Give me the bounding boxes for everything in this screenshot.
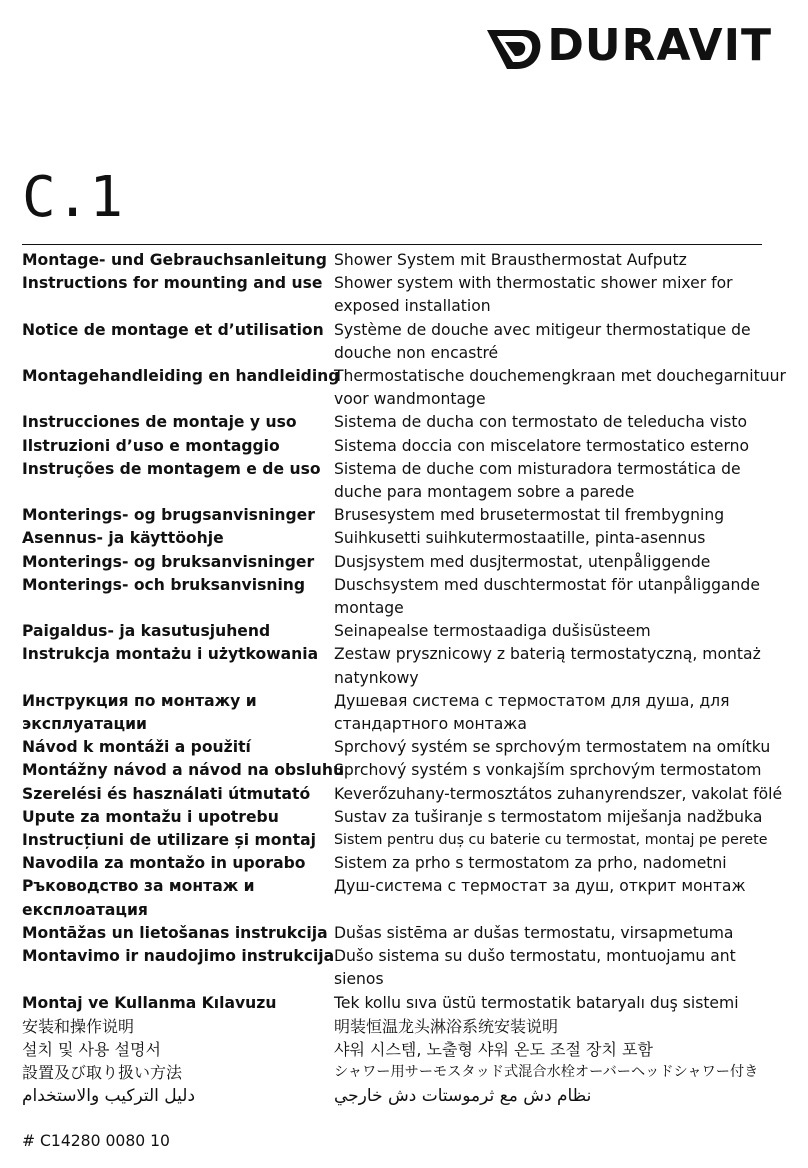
product-description: Sustav za tuširanje s termostatom miješanja nadžbuka xyxy=(334,807,763,826)
table-row xyxy=(22,992,792,1015)
article-number: # C14280 0080 10 xyxy=(22,1132,170,1150)
brand-logo xyxy=(485,22,772,70)
table-row xyxy=(22,922,792,945)
table-row xyxy=(22,690,792,736)
manual-title: Návod k montáži a použití xyxy=(22,738,251,757)
product-description: Duschsystem med duschtermostat för utanpåliggande montage xyxy=(334,575,760,618)
table-row xyxy=(22,806,792,829)
table-row xyxy=(22,1015,792,1038)
product-description: Душ-система с термостат за душ, открит монтаж xyxy=(334,877,746,896)
manual-title: 설치 및 사용 설명서 xyxy=(22,1039,161,1059)
manual-title: Montage- und Gebrauchsanleitung xyxy=(22,251,327,269)
table-row xyxy=(22,620,792,643)
product-description: Sprchový systém se sprchovým termostatem na omítku xyxy=(334,738,771,757)
manual-title: Instruções de montagem e de uso xyxy=(22,459,321,478)
table-row xyxy=(22,527,792,550)
product-description: Tek kollu sıva üstü termostatik bataryalı duş sistemi xyxy=(334,993,739,1012)
table-row xyxy=(22,458,792,504)
table-row xyxy=(22,319,792,365)
table-row xyxy=(22,783,792,806)
table-row xyxy=(22,411,792,434)
table-row xyxy=(22,736,792,759)
language-table xyxy=(22,249,792,1108)
manual-title: دليل التركيب والاستخدام xyxy=(22,1086,196,1107)
manual-title: Инструкция по монтажу и эксплуатации xyxy=(22,691,257,734)
product-description: Sistema de ducha con termostato de teleducha visto xyxy=(334,413,748,432)
duravit-bird-icon xyxy=(485,22,543,70)
manual-title: Instrukcja montażu i użytkowania xyxy=(22,645,319,664)
table-row xyxy=(22,1084,792,1108)
manual-title: Monterings- og brugsanvisninger xyxy=(22,506,315,525)
table-row xyxy=(22,643,792,689)
manual-title: 安装和操作说明 xyxy=(22,1016,135,1036)
manual-title: 設置及び取り扱い方法 xyxy=(22,1063,183,1083)
product-description: Dusjsystem med dusjtermostat, utenpåliggende xyxy=(334,552,711,571)
product-description: シャワー用サーモスタッド式混合水栓オーバーヘッドシャワー付き xyxy=(334,1064,759,1081)
manual-title: Szerelési és használati útmutató xyxy=(22,784,311,803)
product-description: Suihkusetti suihkutermostaatille, pinta-asennus xyxy=(334,529,706,548)
table-row xyxy=(22,852,792,875)
product-description: Sistema de duche com misturadora termostática de duche para montagem sobre a parede xyxy=(334,459,741,502)
manual-title: Montážny návod a návod na obsluhu xyxy=(22,761,345,780)
manual-title: Montaj ve Kullanma Kılavuzu xyxy=(22,993,277,1012)
product-description: نظام دش مع ثرموستات دش خارجي xyxy=(334,1086,592,1107)
manual-title: Montavimo ir naudojimo instrukcija xyxy=(22,947,335,966)
table-row xyxy=(22,829,792,852)
product-description: Seinapealse termostaadiga dušisüsteem xyxy=(334,622,651,641)
table-row xyxy=(22,759,792,782)
product-description: 샤워 시스템, 노출형 샤워 온도 조절 장치 포함 xyxy=(334,1039,653,1059)
brand-name: DURAVIT xyxy=(547,20,772,71)
manual-title: Instrucciones de montaje y uso xyxy=(22,413,297,432)
manual-title: Montagehandleiding en handleiding xyxy=(22,367,340,386)
product-description: Shower System mit Brausthermostat Aufputz xyxy=(334,251,687,269)
manual-title: Instrucțiuni de utilizare și montaj xyxy=(22,831,316,850)
product-description: Shower system with thermostatic shower mixer for exposed installation xyxy=(334,274,733,316)
product-description: Dušas sistēma ar dušas termostatu, virsapmetuma xyxy=(334,923,734,942)
table-row xyxy=(22,504,792,527)
table-row xyxy=(22,875,792,921)
table-row xyxy=(22,945,792,991)
product-description: Système de douche avec mitigeur thermostatique de douche non encastré xyxy=(334,320,751,362)
manual-title: Instructions for mounting and use xyxy=(22,274,323,293)
manual-title: Monterings- och bruksanvisning xyxy=(22,575,306,594)
table-row xyxy=(22,365,792,411)
product-description: Dušo sistema su dušo termostatu, montuojamu ant sienos xyxy=(334,947,736,989)
table-row xyxy=(22,1038,792,1061)
manual-title: Notice de montage et d’utilisation xyxy=(22,320,324,339)
table-row xyxy=(22,435,792,458)
manual-title: Paigaldus- ja kasutusjuhend xyxy=(22,622,271,641)
product-description: 明装恒温龙头淋浴系统安装说明 xyxy=(334,1016,559,1036)
product-description: Zestaw prysznicowy z baterią termostatyczną, montaż natynkowy xyxy=(334,645,761,687)
product-description: Keverőzuhany-termosztátos zuhanyrendszer, vakolat fölé xyxy=(334,784,783,803)
manual-title: Asennus- ja käyttöohje xyxy=(22,529,224,548)
table-row xyxy=(22,551,792,574)
product-description: Sistem za prho s termostatom za prho, nadometni xyxy=(334,854,727,873)
manual-title: Monterings- og bruksanvisninger xyxy=(22,552,315,571)
product-description: Brusesystem med brusetermostat til frembygning xyxy=(334,506,725,525)
table-row xyxy=(22,272,792,318)
table-row xyxy=(22,1061,792,1084)
document-id: C.1 xyxy=(22,165,124,230)
manual-title: Ръководство за монтаж и експлоатация xyxy=(22,877,255,919)
divider xyxy=(22,244,762,245)
product-description: Thermostatische douchemengkraan met douchegarnituur voor wandmontage xyxy=(334,367,786,409)
manual-title: Upute za montažu i upotrebu xyxy=(22,807,279,826)
table-row xyxy=(22,574,792,620)
product-description: Sistema doccia con miscelatore termostatico esterno xyxy=(334,436,750,455)
manual-title: Montāžas un lietošanas instrukcija xyxy=(22,923,328,942)
manual-title: Ilstruzioni d’uso e montaggio xyxy=(22,436,280,455)
product-description: Sprchový systém s vonkajším sprchovým termostatom xyxy=(334,761,762,780)
manual-title: Navodila za montažo in uporabo xyxy=(22,854,306,873)
table-row xyxy=(22,249,792,272)
product-description: Sistem pentru duș cu baterie cu termostat, montaj pe perete xyxy=(334,832,768,849)
product-description: Душевая система с термостатом для душа, для стандартного монтажа xyxy=(334,691,730,734)
